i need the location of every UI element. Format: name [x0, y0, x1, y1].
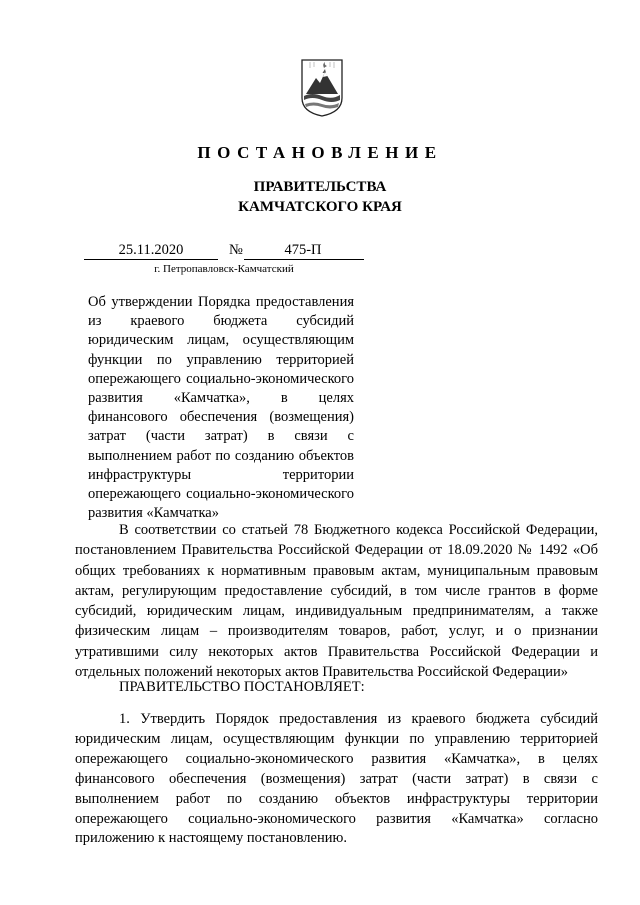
place-of-issue: г. Петропавловск-Камчатский — [154, 263, 294, 275]
resolves-heading: ПРАВИТЕЛЬСТВО ПОСТАНОВЛЯЕТ: — [119, 679, 365, 695]
authority-line-2: КАМЧАТСКОГО КРАЯ — [238, 199, 402, 215]
preamble-paragraph: В соответствии со статьей 78 Бюджетного кодекса Российской Федерации, постановлением Правительства Российской Федерации от 18.09.2020 № 1492 «Об общих требованиях к нормативным правовым актам, муниципальным правовым актам, регулирующим предоставление субсидий, в том числе грантов в форме субсидий, юридическим лицам, индивидуальным предпринимателям, а также физическим лицам – производителям товаров, работ, услуг, и о признании утратившими силу некоторых актов Правительства Российской Федерации и отдельных положений некоторых актов Правительства Российской Федерации» — [75, 522, 598, 681]
document-number: 475-П — [284, 242, 322, 258]
document-type-heading: ПОСТАНОВЛЕНИЕ — [197, 143, 443, 162]
document-title: Об утверждении Порядка предоставления из краевого бюджета субсидий юридическим лицам, осуществляющим функции по управлению территорией опережающего социально-экономического развития «Камчатка», в целях финансового обеспечения (возмещения) затрат (части затрат) в связи с выполнением работ по созданию объектов инфраструктуры территории опережающего социально-экономического развития «Камчатка» — [88, 294, 354, 522]
authority-line-1: ПРАВИТЕЛЬСТВА — [253, 179, 387, 195]
date-underline — [84, 259, 218, 260]
kamchatka-coat-of-arms-icon — [300, 58, 344, 118]
number-underline — [244, 259, 364, 260]
document-date: 25.11.2020 — [118, 242, 184, 258]
registration-row — [0, 242, 640, 264]
number-sign: № — [229, 242, 243, 258]
item-1-paragraph: 1. Утвердить Порядок предоставления из краевого бюджета субсидий юридическим лицам, осуществляющим функции по управлению территорией опережающего социально-экономического развития «Камчатка», в целях финансового обеспечения (возмещения) затрат (части затрат) в связи с выполнением работ по созданию объектов инфраструктуры территории опережающего социально-экономического развития «Камчатка» согласно приложению к настоящему постановлению. — [75, 711, 598, 847]
issuing-authority — [0, 177, 640, 217]
